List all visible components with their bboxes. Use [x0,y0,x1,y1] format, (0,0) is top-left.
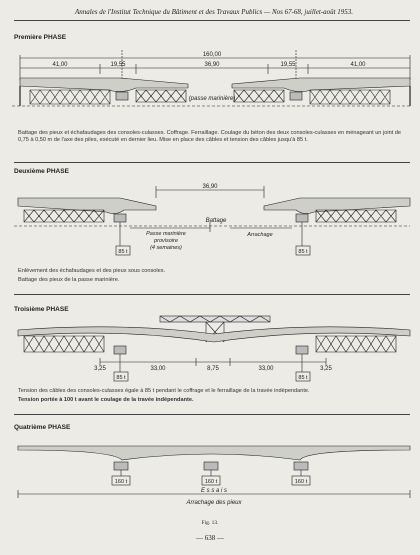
phase1-diagram [0,44,420,124]
p4-essais: E s s a i s [200,488,228,494]
rule-2 [14,294,410,295]
rule-1 [14,162,410,163]
p4-load-1: 160 t [114,479,128,485]
phase2-caption-1: Enlèvement des échafaudages et des pieux sous consoles. [18,268,166,274]
p4-load-3: 160 t [294,479,308,485]
p1-dim-left-mid: 19,55 [110,62,126,68]
p4-arrachage: Arrachage des pieux [186,500,242,506]
page-number: — 638 — [196,534,224,542]
phase2-title: Deuxième PHASE [14,168,69,175]
phase1-title: Première PHASE [14,34,67,41]
running-header: Annales de l'Institut Technique du Bâtiment et des Travaux Publics — Nos 67-68, juillet-août 1953. [74,8,354,16]
p3-dim-d: 33,00 [258,366,274,372]
p4-load-2: 160 t [204,479,218,485]
p3-dim-c: 8,75 [207,366,219,372]
p1-dim-right: 41,00 [350,62,366,68]
p1-dim-right-mid: 19,55 [280,62,296,68]
phase3-caption-1: Tension des câbles des consoles-culasses égale à 85 t pendant le coffrage et le ferraillage de la travée indépendante. [18,388,310,394]
p3-load-left: 85 t [116,375,126,381]
p2-pass-2: provisoire [154,238,178,244]
p2-dim-center: 36,90 [202,184,218,190]
p2-pass-3: (4 semaines) [150,245,182,251]
phase2-caption-2: Battage des pieux de la passe marinière. [18,277,120,283]
phase2-diagram [0,178,420,264]
rule-3 [14,414,410,415]
p3-load-right: 85 t [298,375,308,381]
figure-caption: Fig. 13. [201,520,219,526]
p1-dim-center: 36,90 [204,62,220,68]
p2-arrachage: Arrachage [247,232,273,238]
p3-dim-e: 3,25 [320,366,332,372]
p2-pass-1: Passe marinière [146,231,186,237]
phase4-diagram [0,434,420,514]
phase3-diagram [0,312,420,388]
phase4-title: Quatrième PHASE [14,424,71,431]
p1-dim-left: 41,00 [52,62,68,68]
phase1-caption: Battage des pieux et échafaudages des consoles-culasses. Coffrage. Ferraillage. Coulage du béton des deux consoles-culasses en ménageant un joint de 0,75 à 0,50 m de l'axe des piles, exécuté en dernier lieu. Mise en place des câbles et tension des câbles jusqu'à 85 t. [18,130,402,143]
p1-dim-total: 160,00 [202,52,222,58]
p3-dim-b: 33,00 [150,366,166,372]
p2-battage: Battage [205,218,227,224]
phase3-title: Troisième PHASE [14,306,69,313]
phase3-caption-2: Tension portée à 100 t avant le coulage de la travée indépendante. [18,397,194,403]
p2-load-left: 85 t [118,249,128,255]
header-rule [14,20,410,21]
p3-dim-a: 3,25 [94,366,106,372]
p1-pass-label: (passe marinière) [188,96,236,102]
p2-load-right: 85 t [298,249,308,255]
